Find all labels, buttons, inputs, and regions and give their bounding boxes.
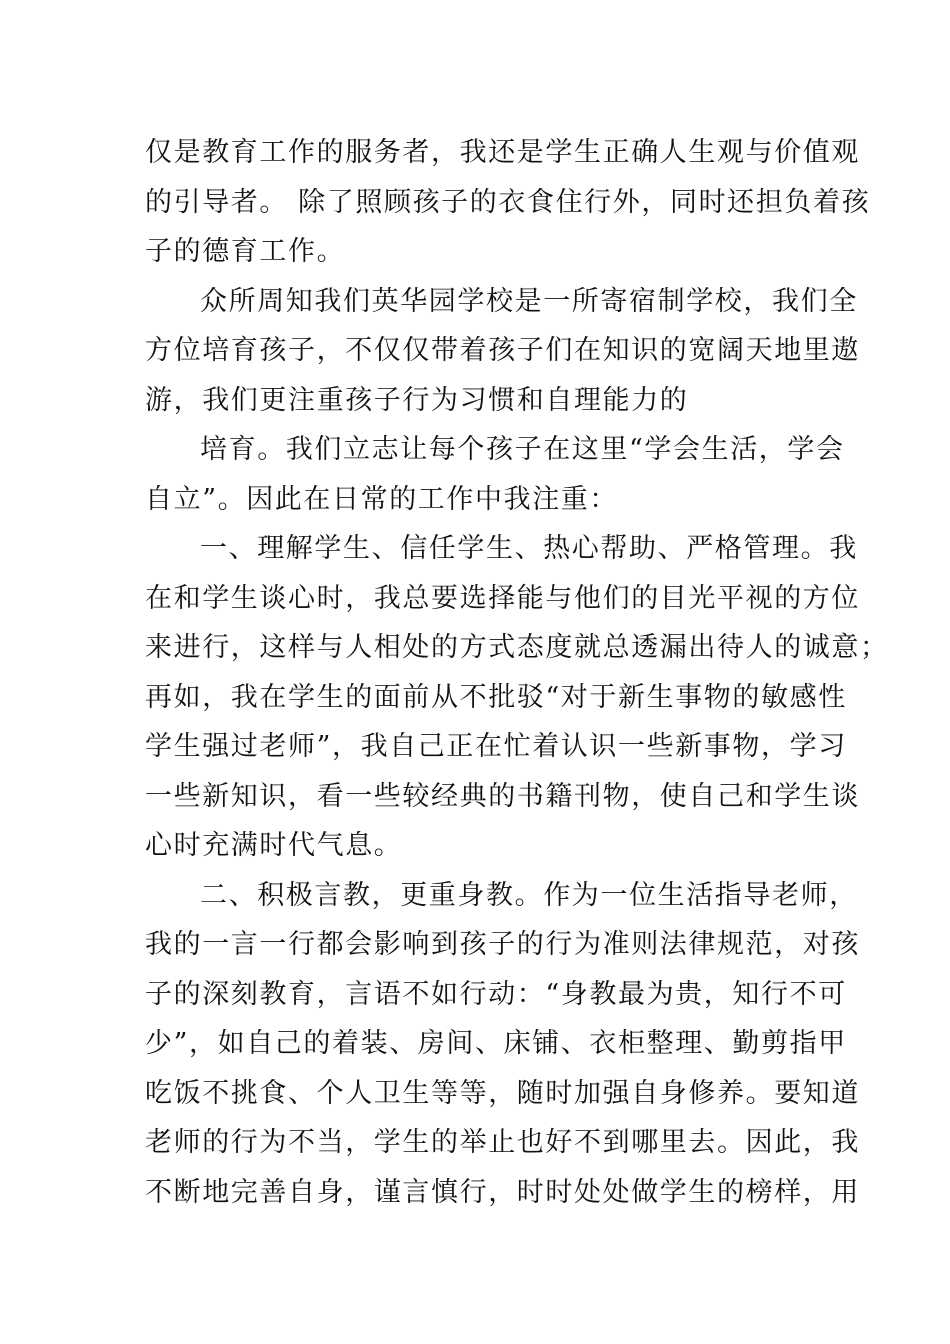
paragraph-first-line: 二、积极言教，更重身教。作为一位生活指导老师，: [200, 879, 858, 911]
text-line: 少”，如自己的着装、房间、床铺、衣柜整理、勤剪指甲: [145, 1028, 847, 1059]
text-line: 游，我们更注重孩子行为习惯和自理能力的: [145, 384, 689, 416]
text-line: 在和学生谈心时，我总要选择能与他们的目光平视的方位: [145, 582, 860, 614]
text-line: 心时充满时代气息。: [145, 830, 403, 861]
paragraph-first-line: 众所周知我们英华园学校是一所寄宿制学校，我们全: [200, 285, 858, 317]
text-line: 一些新知识，看一些较经典的书籍刊物，使自己和学生谈: [145, 780, 860, 812]
text-line: 仅是教育工作的服务者，我还是学生正确人生观与价值观: [145, 137, 860, 168]
text-line: 的引导者。 除了照顾孩子的衣食住行外，同时还担负着孩: [145, 186, 871, 218]
text-line: 方位培育孩子，不仅仅带着孩子们在知识的宽阔天地里遨: [145, 335, 860, 366]
text-line: 子的深刻教育，言语不如行动：“身教最为贵，知行不可: [145, 978, 847, 1010]
text-line: 不断地完善自身，谨言慎行，时时处处做学生的榜样，用: [145, 1176, 860, 1208]
text-line: 再如，我在学生的面前从不批驳“对于新生事物的敏感性: [145, 681, 847, 713]
text-line: 学生强过老师”，我自己正在忙着认识一些新事物，学习: [145, 731, 847, 762]
paragraph-first-line: 培育。我们立志让每个孩子在这里“学会生活，学会: [200, 434, 845, 465]
text-line: 子的德育工作。: [145, 236, 346, 267]
text-line: 老师的行为不当，学生的举止也好不到哪里去。因此，我: [145, 1127, 860, 1158]
text-line: 自立”。因此在日常的工作中我注重：: [145, 483, 619, 515]
body-text: [145, 128, 889, 1217]
text-line: 我的一言一行都会影响到孩子的行为准则法律规范，对孩: [145, 929, 860, 960]
text-line: 吃饭不挑食、个人卫生等等，随时加强自身修养。要知道: [145, 1077, 860, 1109]
text-line: 来进行，这样与人相处的方式态度就总透漏出待人的诚意；: [145, 632, 889, 663]
paragraph-first-line: 一、理解学生、信任学生、热心帮助、严格管理。我: [200, 533, 858, 564]
